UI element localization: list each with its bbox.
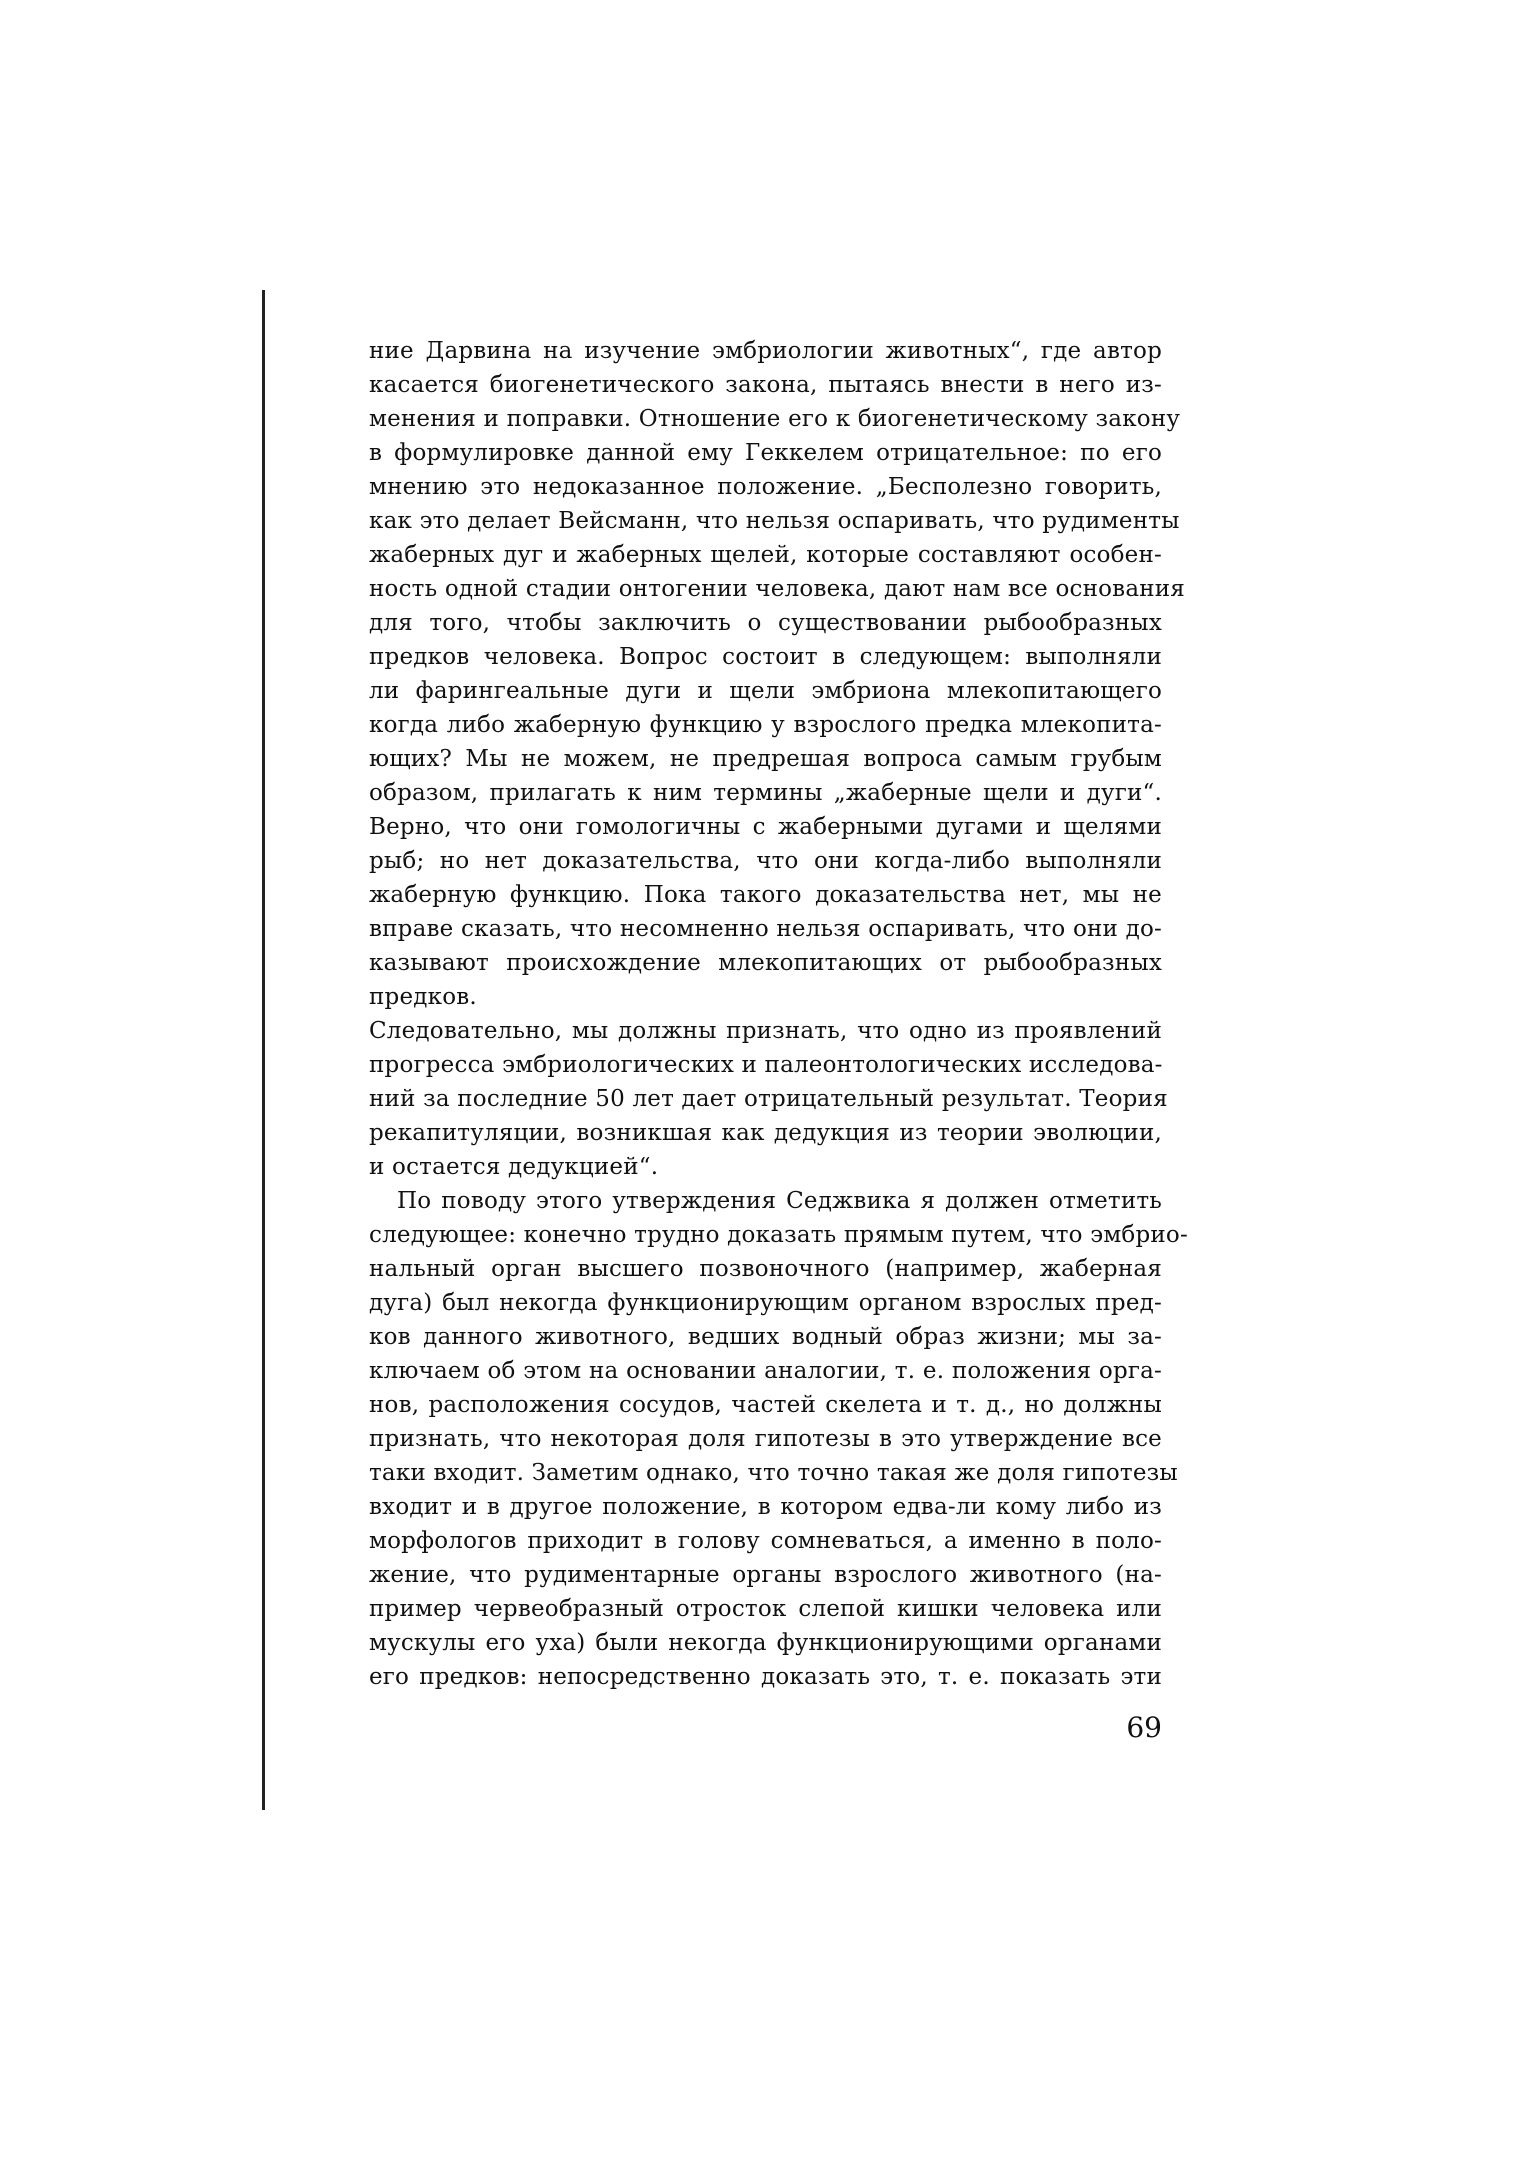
paragraph-1 [369,334,1186,1014]
text-line: По поводу этого утверждения Седжвика я должен отметить [397,1188,1162,1214]
text-line: таки входит. Заметим однако, что точно такая же доля гипотезы [369,1460,1178,1486]
text-line: нов, расположения сосудов, частей скелета и т. д., но должны [369,1392,1162,1418]
text-line: морфологов приходит в голову сомневаться, а именно в поло- [369,1528,1162,1554]
text-line: и остается дедукцией“. [369,1154,659,1180]
text-line: нальный орган высшего позвоночного (например, жаберная [369,1256,1162,1282]
binding-edge-line [262,290,265,1810]
text-line: Следовательно, мы должны признать, что одно из проявлений [369,1018,1162,1044]
text-line: прогресса эмбриологических и палеонтологических исследова- [369,1052,1163,1078]
body-text [369,334,1188,1694]
text-line: вправе сказать, что несомненно нельзя оспаривать, что они до- [369,916,1162,942]
text-line: предков человека. Вопрос состоит в следующем: выполняли [369,644,1162,670]
text-line: менения и поправки. Отношение его к биогенетическому закону [369,406,1181,432]
text-line: мускулы его уха) были некогда функционирующими органами [369,1630,1162,1656]
text-line: следующее: конечно трудно доказать прямым путем, что эмбрио- [369,1222,1188,1248]
text-line: ние Дарвина на изучение эмбриологии животных“, где автор [369,338,1162,364]
text-line: касается биогенетического закона, пытаясь внести в него из- [369,372,1162,398]
text-line: для того, чтобы заключить о существовании рыбообразных [369,610,1162,636]
text-line: дуга) был некогда функционирующим органом взрослых пред- [369,1290,1162,1316]
text-line: рекапитуляции, возникшая как дедукция из теории эволюции, [369,1120,1162,1146]
text-line: ность одной стадии онтогении человека, дают нам все основания [369,576,1186,602]
text-line: ний за последние 50 лет дает отрицательный результат. Теория [369,1086,1168,1112]
text-line: предков. [369,984,477,1010]
paragraph-3 [369,1184,1188,1694]
text-line: жаберных дуг и жаберных щелей, которые составляют особен- [369,542,1162,568]
text-line: ли фарингеальные дуги и щели эмбриона млекопитающего [369,678,1162,704]
text-line: Верно, что они гомологичны с жаберными дугами и щелями [369,814,1162,840]
text-line: жение, что рудиментарные органы взрослого животного (на- [369,1562,1162,1588]
text-line: ков данного животного, ведших водный образ жизни; мы за- [369,1324,1162,1350]
text-line: признать, что некоторая доля гипотезы в это утверждение все [369,1426,1162,1452]
text-line: когда либо жаберную функцию у взрослого предка млекопита- [369,712,1162,738]
text-line: как это делает Вейсманн, что нельзя оспаривать, что рудименты [369,508,1180,534]
text-line: казывают происхождение млекопитающих от рыбообразных [369,950,1162,976]
text-line: в формулировке данной ему Геккелем отрицательное: по его [369,440,1162,466]
text-line: жаберную функцию. Пока такого доказательства нет, мы не [369,882,1162,908]
text-line: пример червеобразный отросток слепой кишки человека или [369,1596,1162,1622]
text-line: ющих? Мы не можем, не предрешая вопроса самым грубым [369,746,1162,772]
text-line: его предков: непосредственно доказать это, т. е. показать эти [369,1664,1162,1690]
text-line: рыб; но нет доказательства, что они когда-либо выполняли [369,848,1162,874]
paragraph-2 [369,1014,1168,1184]
text-line: образом, прилагать к ним термины „жаберные щели и дуги“. [369,780,1162,806]
text-line: мнению это недоказанное положение. „Бесполезно говорить, [369,474,1162,500]
text-line: входит и в другое положение, в котором едва-ли кому либо из [369,1494,1162,1520]
text-line: ключаем об этом на основании аналогии, т. е. положения орга- [369,1358,1162,1384]
page-number: 69 [1126,1711,1162,1744]
